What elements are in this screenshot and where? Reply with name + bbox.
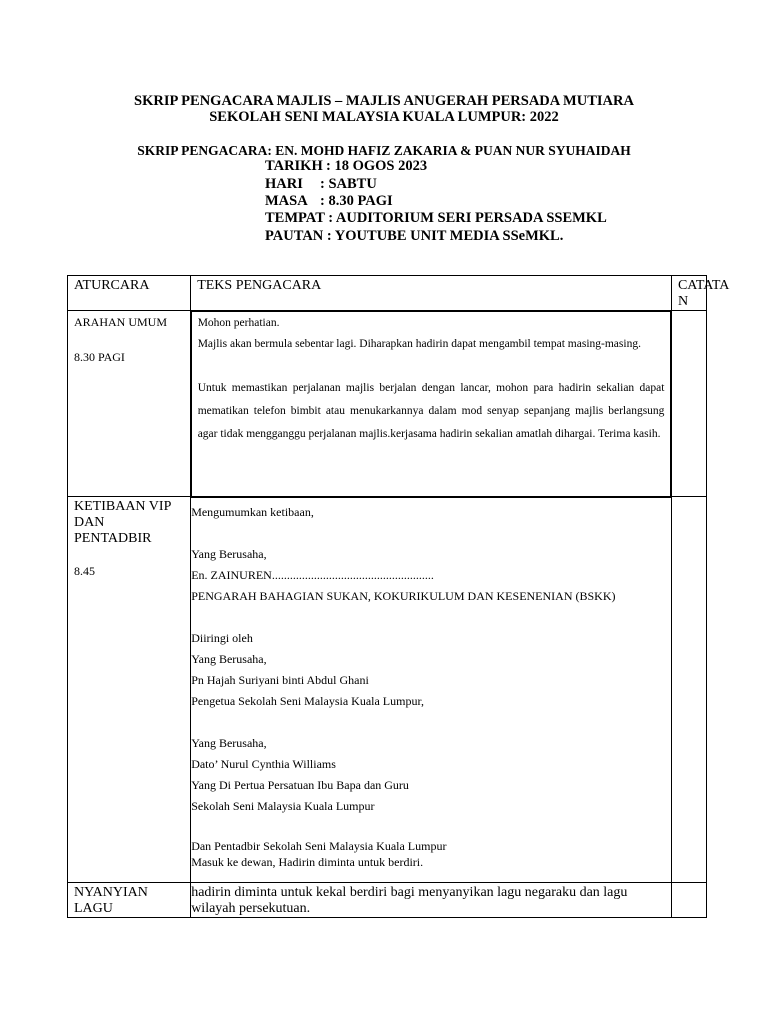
row2-aturcara-3: PENTADBIR [74, 531, 152, 546]
row1-time: 8.30 PAGI [74, 350, 125, 364]
table-header-row [68, 276, 707, 311]
row1-p3: Untuk memastikan perjalanan majlis berjalan dengan lancar, mohon para hadirin sekalian dapat mematikan telefon bimbit atau menukarkannya dalam mod senyap sepanjang majlis berlangsung agar tidak mengganggu perjalanan majlis.kerjasama hadirin sekalian amatlah dihargai. Terima kasih. [197, 381, 665, 440]
row1-p1: Mohon perhatian. [197, 316, 280, 329]
row3-aturcara-1: NYANYIAN [74, 885, 148, 900]
row2-end-2: Masuk ke dewan, Hadirin diminta untuk berdiri. [191, 854, 424, 869]
row2-line [191, 817, 671, 838]
hari-label: HARI [265, 176, 303, 192]
hosts-line: SKRIP PENGACARA: EN. MOHD HAFIZ ZAKARIA & PUAN NUR SYUHAIDAH [137, 143, 631, 158]
row2-line: Mengumumkan ketibaan, [191, 504, 314, 519]
tarikh-label: TARIKH [265, 158, 323, 174]
header-catatan-b: N [677, 294, 689, 309]
row3-aturcara-2: LAGU [74, 901, 113, 916]
row2-end-1: Dan Pentadbir Sekolah Seni Malaysia Kuala Lumpur [191, 838, 447, 853]
info-pautan: PAUTAN : YOUTUBE UNIT MEDIA SSeMKL. [265, 228, 564, 244]
info-tarikh [265, 158, 427, 175]
table-row [68, 497, 707, 883]
header-teks: TEKS PENGACARA [191, 276, 672, 311]
row2-line: En. ZAINUREN...................................................... [191, 567, 434, 582]
row2-line: Yang Berusaha, [191, 651, 267, 666]
row2-line: Dato’ Nurul Cynthia Williams [191, 756, 336, 771]
row2-line: Yang Berusaha, [191, 546, 267, 561]
header-catatan-a: CATATA [677, 278, 730, 293]
masa-label: MASA [265, 193, 308, 209]
info-masa [265, 193, 393, 210]
masa-value: : 8.30 PAGI [320, 193, 393, 209]
row2-line [191, 607, 671, 628]
row2-line: Yang Berusaha, [191, 735, 267, 750]
row3-teks-2: wilayah persekutuan. [191, 901, 311, 916]
row2-line: Yang Di Pertua Persatuan Ibu Bapa dan Guru [191, 777, 409, 792]
row1-teks [191, 311, 672, 497]
row2-line [191, 712, 671, 733]
table-row [68, 311, 707, 497]
info-hari [265, 176, 377, 193]
row3-teks-1: hadirin diminta untuk kekal berdiri bagi menyanyikan lagu negaraku dan lagu [191, 885, 628, 900]
info-tempat: TEMPAT : AUDITORIUM SERI PERSADA SSEMKL [265, 210, 607, 226]
row2-line: Diiringi oleh [191, 630, 253, 645]
row1-catatan [671, 311, 706, 497]
tarikh-value: : 18 OGOS 2023 [326, 158, 428, 174]
row2-line: Pengetua Sekolah Seni Malaysia Kuala Lumpur, [191, 693, 424, 708]
header-aturcara: ATURCARA [68, 276, 191, 311]
row2-time: 8.45 [74, 564, 95, 578]
row2-line: Sekolah Seni Malaysia Kuala Lumpur [191, 798, 375, 813]
row2-line [191, 523, 671, 544]
row2-aturcara [68, 497, 191, 883]
row3-aturcara [68, 883, 191, 918]
row3-catatan [671, 883, 706, 918]
hari-value: : SABTU [320, 176, 377, 192]
table-row [68, 883, 707, 918]
title-line-1: SKRIP PENGACARA MAJLIS – MAJLIS ANUGERAH PERSADA MUTIARA [134, 93, 634, 109]
header-catatan [671, 276, 730, 311]
row2-teks [191, 497, 672, 883]
row2-aturcara-1: KETIBAAN VIP [74, 499, 172, 514]
title-line-2: SEKOLAH SENI MALAYSIA KUALA LUMPUR: 2022 [209, 109, 559, 125]
row1-aturcara [68, 311, 191, 497]
row2-line: PENGARAH BAHAGIAN SUKAN, KOKURIKULUM DAN KESENENIAN (BSKK) [191, 588, 616, 603]
row1-p2: Majlis akan bermula sebentar lagi. Diharapkan hadirin dapat mengambil tempat masing-masing. [197, 337, 641, 350]
row2-lines [191, 502, 671, 838]
row2-catatan [671, 497, 706, 883]
row3-teks [191, 883, 672, 918]
script-table [67, 275, 730, 918]
row2-aturcara-2: DAN [74, 515, 105, 530]
row2-line: Pn Hajah Suriyani binti Abdul Ghani [191, 672, 369, 687]
row1-aturcara-label: ARAHAN UMUM [74, 315, 168, 329]
